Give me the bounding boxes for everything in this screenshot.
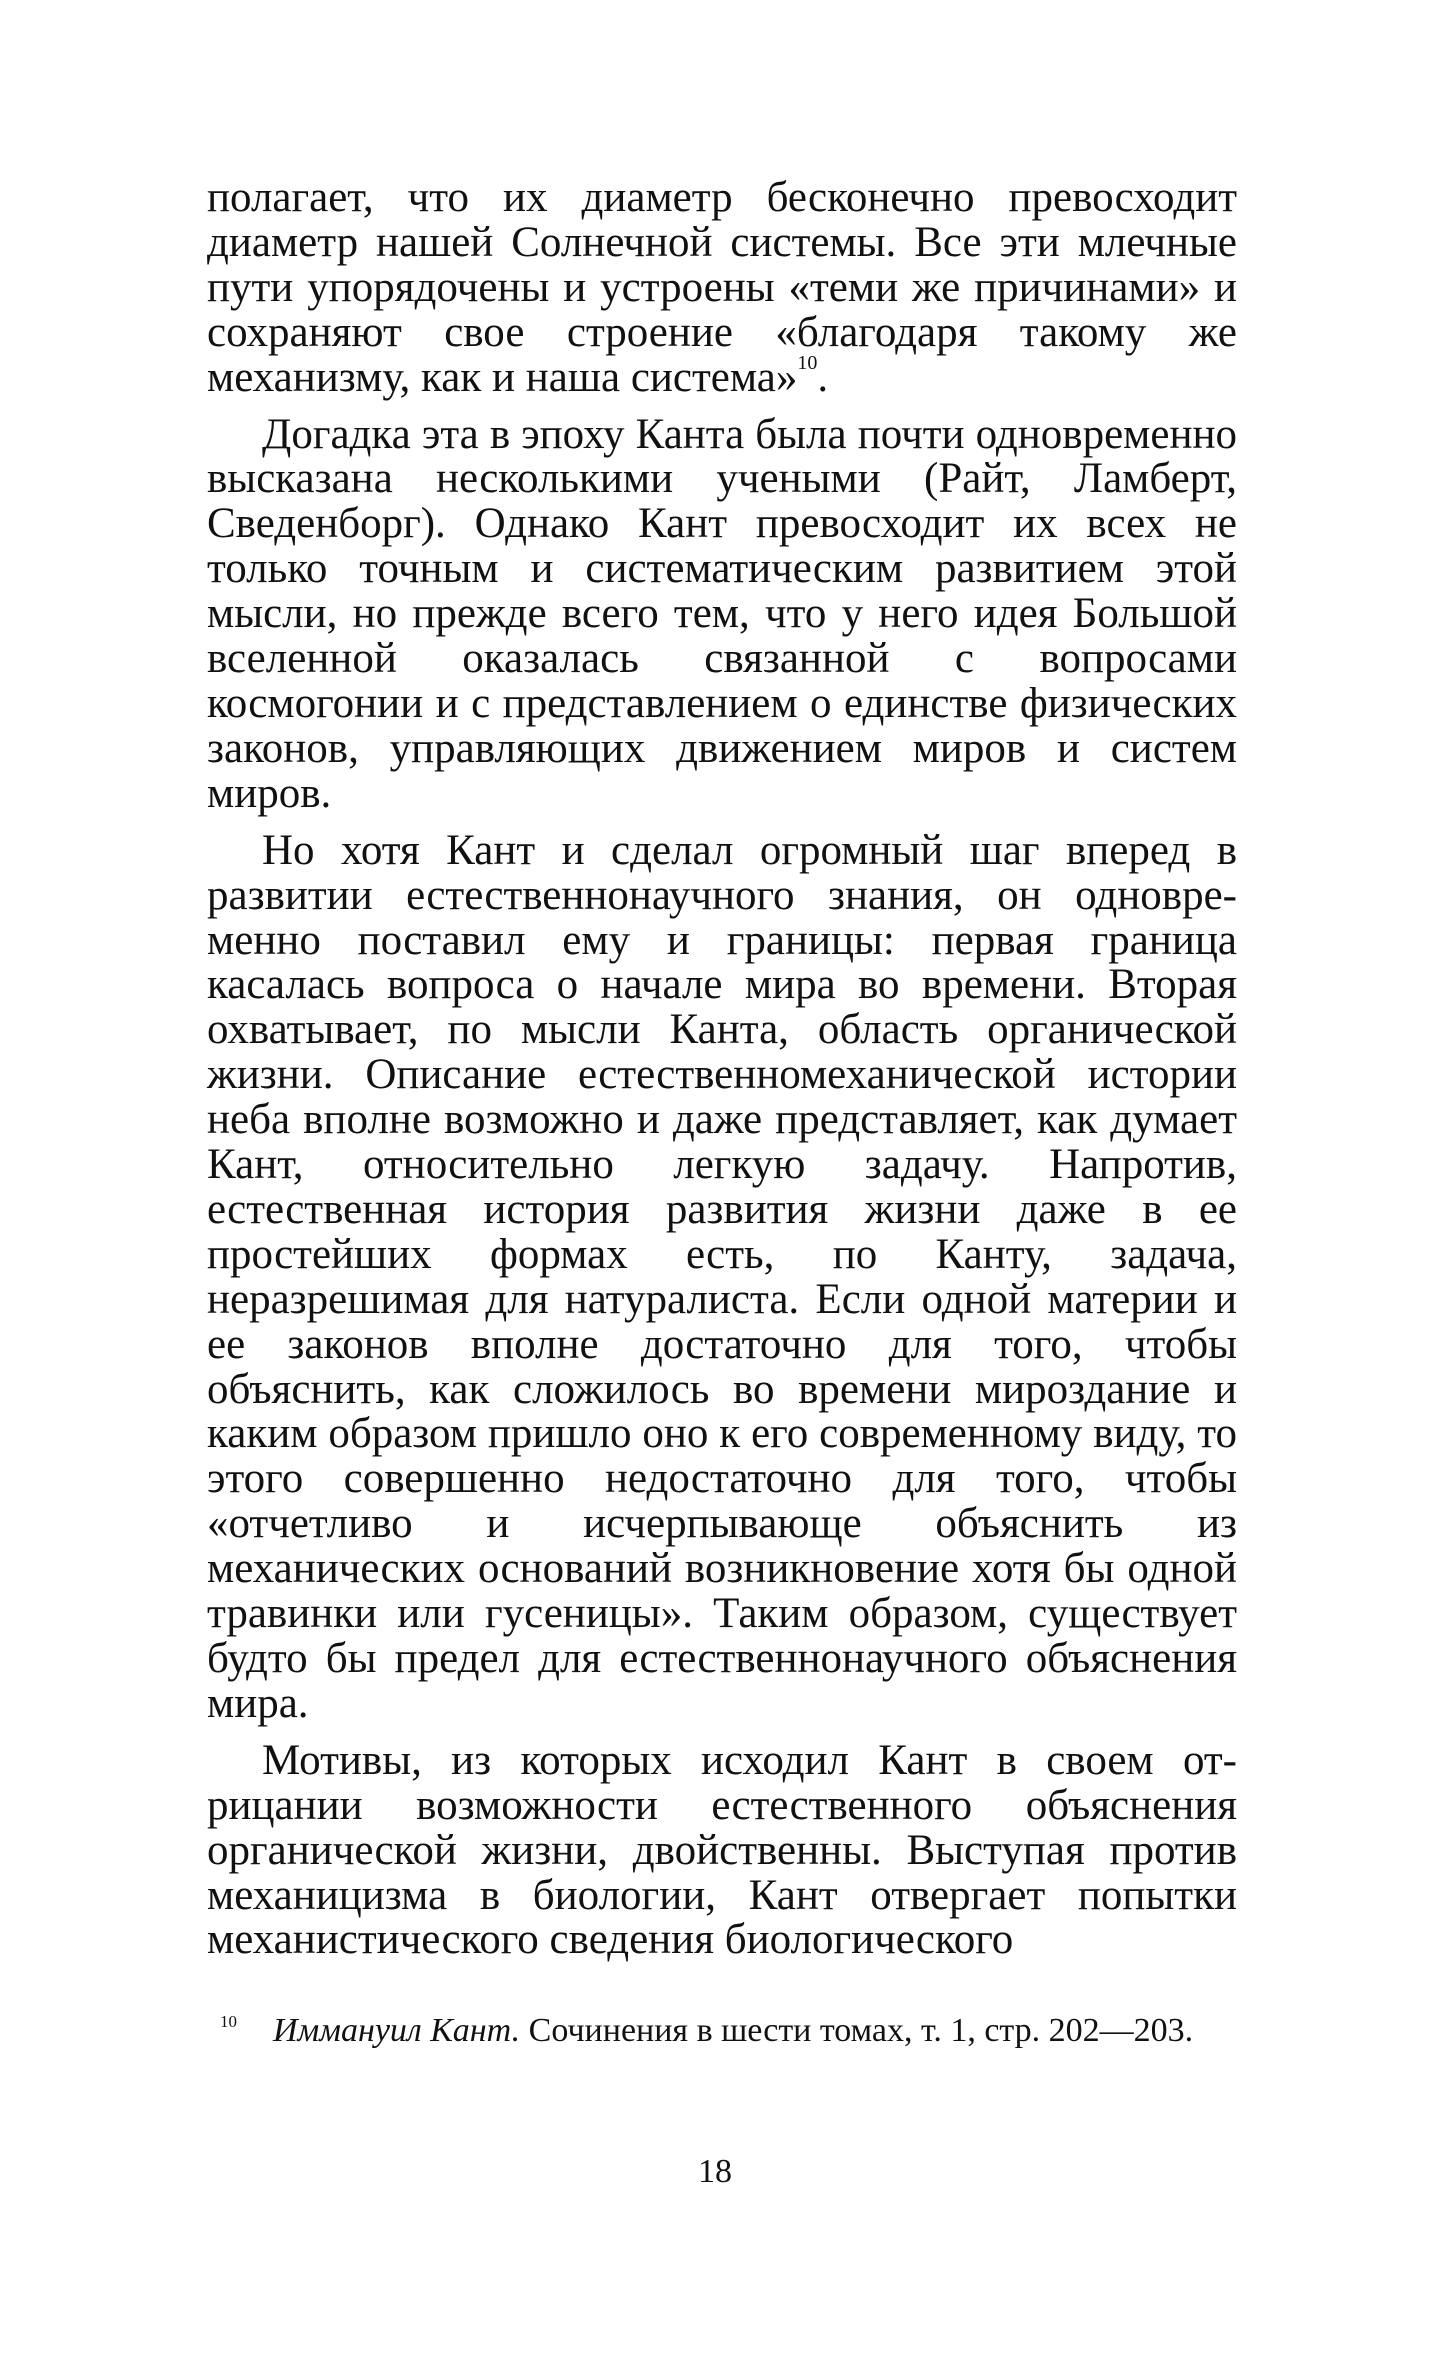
footnote-citation: Сочинения в шести томах, т. 1, стр. 202—203. (520, 2012, 1194, 2049)
paragraph-1-tail: . (817, 353, 829, 401)
paragraph-1-text: полагает, что их диаметр бесконечно превосходит диаметр нашей Солнечной системы. Все эти млечные пути упорядочены и устроены «теми же причинами» и сохраняют свое строение «благодаря такому же механизму, как и наша система» (207, 174, 1237, 401)
paragraph-3: Но хотя Кант и сделал огромный шаг вперед в развитии естественнонаучного знания, он одновременно поставил ему и границы: первая граница касалась вопроса о начале мира во времени. Вторая охватывает, по мысли Канта, область органической жизни. Описание естественномеханической истории неба вполне возможно и даже представляет, как думает Кант, относительно легкую задачу. Напротив, естественная история развития жизни даже в ее простейших формах есть, по Канту, задача, неразрешимая для натуралиста. Если одной материи и ее законов вполне достаточно для того, чтобы объяснить, как сложилось во времени мироздание и каким образом пришло оно к его современному виду, то этого совершенно недостаточно для того, чтобы «отчетливо и исчерпывающе объяснить из механических оснований возникновение хотя бы одной травинки или гусеницы». Таким образом, существует будто бы предел для естественнонаучного объяснения мира. (207, 826, 1237, 1727)
paragraph-4: Мотивы, из которых исходил Кант в своем отрицании возможности естественного объяснения органической жизни, двойственны. Выступая против механицизма в биологии, Кант отвергает попытки механистического сведения биологического (207, 1736, 1237, 1964)
footnote-body (273, 2012, 1193, 2049)
main-text (207, 176, 1237, 1975)
paragraph-1 (207, 176, 1237, 401)
page-number: 18 (698, 2153, 732, 2190)
footnote (220, 2010, 1237, 2057)
footnote-reference[interactable]: 10 (797, 351, 818, 374)
footnote-author: Иммануил Кант. (273, 2012, 521, 2049)
footnote-mark: 10 (220, 2012, 237, 2031)
paragraph-2: Догадка эта в эпоху Канта была почти одновременно высказана несколькими учеными (Райт, Ламберт, Сведенборг). Однако Кант превосходит их всех не только точным и систематическим развитием этой мысли, но прежде всего тем, что у него идея Большой вселенной оказалась связанной с вопросами космогонии и с представлением о единстве физических законов, управляющих движением миров и систем миров. (207, 410, 1237, 817)
